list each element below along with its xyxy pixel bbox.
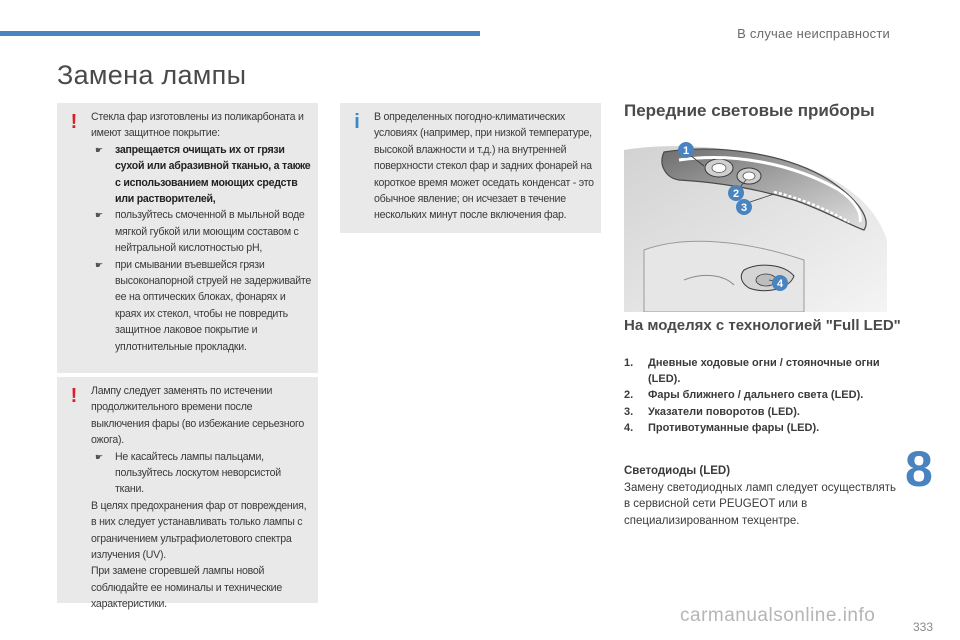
list-item: 1. Дневные ходовые огни / стояночные огни (LED).	[624, 357, 880, 385]
headlamp-illustration	[624, 130, 887, 312]
list-item: 3. Указатели поворотов (LED).	[624, 405, 800, 418]
info-box-condensation	[340, 103, 601, 233]
exclamation-icon: !	[70, 111, 78, 133]
sub-heading-full-led: На моделях с технологией "Full LED"	[624, 317, 901, 334]
warning-box-lamp-replacement	[57, 377, 318, 611]
svg-text:1: 1	[682, 145, 690, 157]
watermark: carmanualsonline.info	[680, 605, 876, 626]
bullet-marker-icon: ☛	[95, 210, 103, 221]
warning-box-polycarbonate	[57, 103, 318, 373]
led-text: Замену светодиодных ламп следует осуществлять в сервисной сети PEUGEOT или в специализированном техцентре.	[624, 481, 897, 527]
info-icon: i	[354, 111, 360, 133]
headlamp-diagram	[624, 130, 887, 312]
led-note	[624, 463, 904, 529]
led-title: Светодиоды (LED)	[624, 465, 731, 477]
warning-paragraph: В целях предохранения фар от повреждения, в них следует устанавливать только лампы с ограничением ультрафиолетового спектра излучения (UV).	[91, 499, 307, 562]
warning-box-content	[91, 383, 312, 613]
svg-text:4: 4	[776, 278, 784, 290]
running-head: В случае неисправности	[737, 26, 890, 41]
section-heading: Передние световые приборы	[624, 101, 875, 120]
exclamation-icon: !	[70, 385, 78, 407]
warning-intro: Стекла фар изготовлены из поликарбоната и имеют защитное покрытие:	[91, 111, 304, 140]
list-item: ☛ Не касайтесь лампы пальцами, пользуйтесь лоскутом неворсистой ткани.	[95, 450, 281, 496]
page-title: Замена лампы	[57, 60, 247, 90]
bullet-marker-icon: ☛	[95, 144, 103, 155]
callout-2	[728, 185, 744, 201]
callout-1	[678, 142, 694, 158]
list-item: ☛ при смывании въевшейся грязи высоконапорной струей не задерживайте ее на оптических блоках, фонарях и краях их стекол, чтобы не повредить защитное лаковое покрытие и уплотнительные прокладки.	[95, 258, 312, 353]
warning-box-content	[91, 109, 312, 355]
info-box-content	[374, 109, 595, 224]
info-text: В определенных погодно-климатических условиях (например, при низкой температуре, высокой влажности и т.д.) на внутренней поверхности стекол фар и задних фонарей на короткое время может оседать конденсат - это обычное явление; он исчезает в течение нескольких минут после включения фар.	[374, 111, 594, 222]
list-item: 2. Фары ближнего / дальнего света (LED).	[624, 389, 864, 401]
warning-paragraph: При замене сгоревшей лампы новой соблюдайте ее номиналы и технические характеристики.	[91, 565, 282, 611]
bullet-marker-icon: ☛	[95, 259, 103, 270]
legend-list	[624, 356, 894, 438]
callout-4	[772, 275, 788, 291]
svg-text:2: 2	[732, 188, 740, 200]
list-item: ☛ запрещается очищать их от грязи сухой или абразивной тканью, а также с использованием моющих средств или растворителей,	[95, 143, 311, 206]
page-number: 333	[913, 620, 934, 634]
callout-3	[736, 199, 752, 215]
warning-intro: Лампу следует заменять по истечении продолжительного времени после выключения фары (во избежание серьезного ожога).	[91, 385, 305, 447]
svg-text:3: 3	[740, 202, 748, 214]
list-item: ☛ пользуйтесь смоченной в мыльной воде мягкой губкой или моющим составом с нейтральной кислотностью pH,	[95, 209, 305, 255]
bullet-marker-icon: ☛	[95, 451, 103, 462]
header-accent-bar	[0, 31, 480, 36]
list-item: 4. Противотуманные фары (LED).	[624, 422, 820, 434]
chapter-number: 8	[905, 441, 933, 497]
